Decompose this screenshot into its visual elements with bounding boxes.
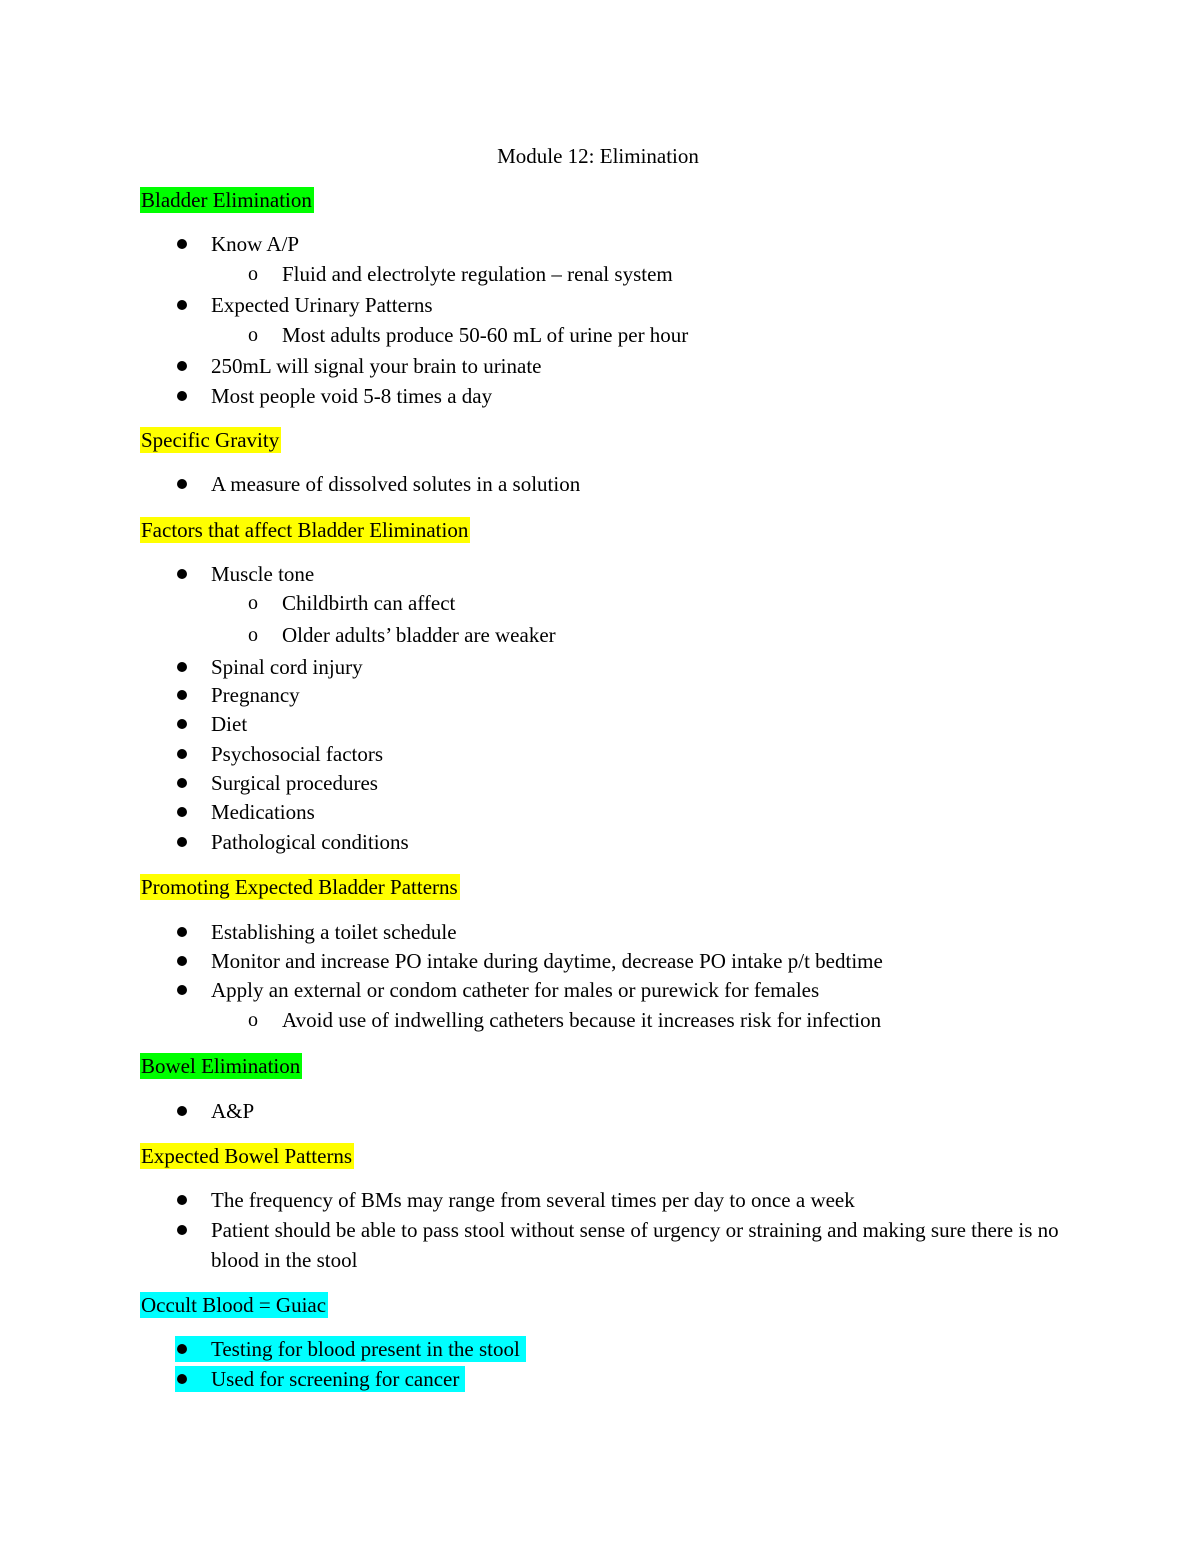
bullet-icon — [177, 778, 187, 788]
list-item-text: Monitor and increase PO intake during daytime, decrease PO intake p/t bedtime — [211, 949, 883, 973]
list-item — [175, 383, 492, 409]
list-item — [175, 654, 363, 680]
list-item-text: Most adults produce 50-60 mL of urine per hour — [282, 323, 689, 347]
bullet-icon — [177, 956, 187, 966]
list-item — [175, 231, 299, 257]
section-heading-promoting-bladder: Promoting Expected Bladder Patterns — [141, 875, 458, 899]
bullet-icon — [177, 837, 187, 847]
bullet-icon — [177, 1344, 187, 1354]
circle-bullet-icon: o — [248, 592, 258, 614]
section-heading-specific-gravity: Specific Gravity — [141, 428, 280, 452]
list-item-text: Spinal cord injury — [211, 655, 363, 679]
list-item — [175, 919, 457, 945]
list-item — [175, 741, 383, 767]
list-item — [175, 711, 247, 737]
list-item-text: Used for screening for cancer — [211, 1367, 460, 1391]
sub-list-item — [246, 622, 556, 648]
circle-bullet-icon: o — [248, 263, 258, 285]
list-item — [175, 682, 300, 708]
list-item-text: 250mL will signal your brain to urinate — [211, 354, 542, 378]
list-item-text: Diet — [211, 712, 248, 736]
list-item-text: Psychosocial factors — [211, 742, 384, 766]
list-item — [175, 471, 580, 497]
document-title: Module 12: Elimination — [497, 144, 699, 168]
list-item-text: Childbirth can affect — [282, 591, 456, 615]
sub-list-item — [246, 261, 673, 287]
list-item-text: Establishing a toilet schedule — [211, 920, 457, 944]
list-item — [175, 353, 542, 379]
bullet-icon — [177, 300, 187, 310]
list-item — [175, 1098, 254, 1124]
circle-bullet-icon: o — [248, 624, 258, 646]
bullet-icon — [177, 719, 187, 729]
bullet-icon — [177, 1374, 187, 1384]
list-item-text: Testing for blood present in the stool — [211, 1337, 520, 1361]
bullet-icon — [177, 807, 187, 817]
bullet-icon — [177, 690, 187, 700]
list-item — [175, 977, 819, 1003]
list-item — [175, 770, 378, 796]
list-item-text: Avoid use of indwelling catheters because it increases risk for infection — [282, 1008, 882, 1032]
list-item-text: Surgical procedures — [211, 771, 378, 795]
list-item-text: Pathological conditions — [211, 830, 409, 854]
list-item-text: Muscle tone — [211, 562, 315, 586]
sub-list-item — [246, 590, 455, 616]
list-item-text: Fluid and electrolyte regulation – renal system — [282, 262, 673, 286]
section-heading-factors-bladder: Factors that affect Bladder Elimination — [141, 518, 469, 542]
list-item-text: Know A/P — [211, 232, 300, 256]
bullet-icon — [177, 927, 187, 937]
list-item-text: A measure of dissolved solutes in a solution — [211, 472, 581, 496]
list-item — [175, 829, 409, 855]
list-item — [175, 292, 433, 318]
section-heading-bladder-elimination: Bladder Elimination — [141, 188, 312, 212]
list-item-text: The frequency of BMs may range from several times per day to once a week — [211, 1188, 855, 1212]
circle-bullet-icon: o — [248, 324, 258, 346]
bullet-icon — [177, 1195, 187, 1205]
list-item-text: Pregnancy — [211, 683, 300, 707]
list-item — [175, 948, 883, 974]
list-item-text: Apply an external or condom catheter for males or purewick for females — [211, 978, 820, 1002]
list-item-text: Most people void 5-8 times a day — [211, 384, 493, 408]
list-item-text: Older adults’ bladder are weaker — [282, 623, 556, 647]
bullet-icon — [177, 239, 187, 249]
list-item-text: Medications — [211, 800, 315, 824]
sub-list-item — [246, 322, 688, 348]
list-item — [175, 1336, 526, 1362]
section-heading-bowel-elimination: Bowel Elimination — [141, 1054, 301, 1078]
list-item — [175, 799, 315, 825]
bullet-icon — [177, 662, 187, 672]
sub-list-item — [246, 1007, 881, 1033]
bullet-icon — [177, 569, 187, 579]
list-item — [175, 1366, 465, 1392]
list-item — [175, 1187, 855, 1213]
section-heading-occult-blood: Occult Blood = Guiac — [141, 1293, 327, 1317]
bullet-icon — [177, 361, 187, 371]
bullet-icon — [177, 1106, 187, 1116]
bullet-icon — [177, 479, 187, 489]
list-item — [175, 561, 314, 587]
bullet-icon — [177, 749, 187, 759]
bullet-icon — [177, 391, 187, 401]
list-item — [175, 1215, 1075, 1275]
section-heading-expected-bowel: Expected Bowel Patterns — [141, 1144, 353, 1168]
bullet-icon — [177, 985, 187, 995]
list-item-text: A&P — [211, 1099, 255, 1123]
list-item-text: Expected Urinary Patterns — [211, 293, 433, 317]
bullet-icon — [177, 1225, 187, 1235]
list-item-text: Patient should be able to pass stool without sense of urgency or straining and making sure there is no blood in the stool — [211, 1218, 1059, 1272]
circle-bullet-icon: o — [248, 1009, 258, 1031]
